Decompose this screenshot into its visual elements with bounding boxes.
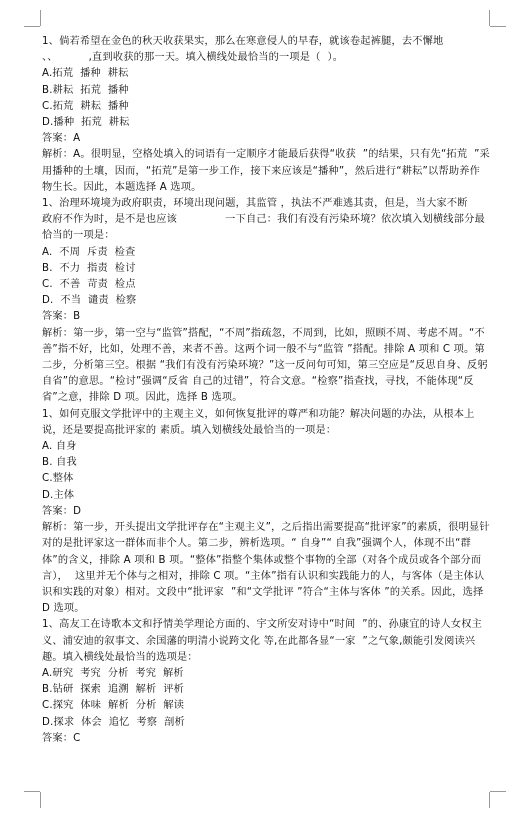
question-3-option-d: D.主体 — [42, 489, 75, 501]
question-1-option-c: C.拓荒 耕耘 播种 — [42, 100, 129, 112]
question-3-option-c: C.整体 — [42, 473, 74, 485]
question-4-option-a: A.研究 考究 分析 考究 解析 — [42, 667, 184, 679]
question-2-answer: 答案：B — [42, 311, 81, 323]
crop-mark-bottom-right-v — [489, 792, 490, 808]
question-4-option-b: B.钻研 探索 追溯 解析 评析 — [42, 684, 185, 696]
question-3-option-b: B. 自我 — [42, 457, 77, 469]
question-1-option-d: D.播种 拓荒 耕耘 — [42, 117, 130, 129]
question-4-stem: 1、高友工在诗歌本文和抒情美学理论方面的、宇文所安对诗中“时间 ”的、孙康宜的诗人女权主义、浦安迪的叙事文、余国藩的明清小说跨文化 等,在此都各显“一家 ”之气象,颇能引发阅读兴趣。填入横线处最恰当的选项是： — [42, 619, 483, 663]
question-3-answer: 答案：D — [42, 505, 82, 517]
crop-mark-top-right-h — [490, 26, 506, 27]
question-4-answer: 答案：C — [42, 732, 81, 744]
question-2-option-b: B. 不力 指责 检讨 — [42, 262, 136, 274]
question-3-option-a: A. 自身 — [42, 441, 77, 453]
crop-mark-bottom-left-h — [24, 791, 40, 792]
crop-mark-top-left-h — [24, 26, 40, 27]
question-2-analysis: 解析：第一步，第一空与“监管”搭配，“不周”指疏忽，不周到，比如，照顾不周、考虑不周。“不善”指不好，比如，处理不善，来者不善。这两个词一般不与“监管 ”搭配。排除 A 项和 C 项。第二步，分析第三空。根据 “我们有没有污染环境？”这一反问句可知，第三空应是“反思自身、反躬自省”的意思。“检讨”强调“反省 自己的过错”，符合文意。“检察”指查找，寻找，不能体现“反省”之意，排除 D 项。因此，选择 B 选项。 — [42, 327, 488, 404]
question-1-option-a: A.拓荒 播种 耕耘 — [42, 68, 129, 80]
question-1-option-b: B.耕耘 拓荒 播种 — [42, 84, 129, 96]
question-1-stem: 1、倘若希望在金色的秋天收获果实，那么在寒意侵人的早春，就该卷起裤腿，去不懈地 、、 ,直到收获的那一天。填入横线处最恰当的一项是（ ）。 — [42, 36, 492, 64]
crop-mark-bottom-left-v — [40, 792, 41, 808]
crop-mark-top-left-v — [40, 10, 41, 26]
question-2-option-a: A. 不周 斥责 检查 — [42, 246, 136, 258]
crop-mark-top-right-v — [489, 10, 490, 26]
question-3-analysis: 解析：第一步，开头提出文学批评存在“主观主义”，之后指出需要提高“批评家”的素质，很明显针对的是批评家这一群体而非个人。第二步，辨析选项。“ 自身”“ 自我”强调个人，体现不出“群体”的含义，排除 A 项和 B 项。“整体”指整个集体或整个事物的全部（对各个成员或各个部分而言）， 这里并无个体与之相对，排除 C 项。“主体”指有认识和实践能力的人，与客体（是主体认识和实践的对象）相对。文段中“批评家 ”和“文学批评 ”符合“主体与客体 ”的关系。因此，选择 D 选项。 — [42, 522, 490, 615]
crop-mark-bottom-right-h — [490, 791, 506, 792]
question-2-stem: 1、治理环境境为政府职责，环境出现问题，其监管 ，执法不严难逃其责，但是，当大家不断 政府不作为时，是不是也应该 一下自己：我们有没有污染环境？依次填入划横线部分最恰当的一项是： — [42, 198, 485, 242]
question-1-analysis: 解析：A。很明显，空格处填入的词语有一定顺序才能最后获得“收获 ”的结果，只有先“拓荒 ”采用播种的土壤，因而，“拓荒”是第一步工作，接下来应该是“播种”，然后进行“耕耘”以帮助养作物生长。因此，本题选择 A 选项。 — [42, 149, 490, 193]
question-1-answer: 答案：A — [42, 133, 81, 145]
document-body — [42, 34, 490, 747]
question-2-option-c: C. 不善 苛责 检点 — [42, 279, 136, 291]
question-4-option-c: C.探究 体味 解析 分析 解读 — [42, 700, 185, 712]
question-3-stem: 1、如何克服文学批评中的主观主义，如何恢复批评的尊严和功能？解决问题的办法，从根本上说，还是要提高批评家的 素质。填入划横线处最恰当的一项是： — [42, 408, 475, 436]
question-4-option-d: D.探求 体会 追忆 考察 剖析 — [42, 716, 185, 728]
question-2-option-d: D. 不当 谴责 检察 — [42, 295, 137, 307]
